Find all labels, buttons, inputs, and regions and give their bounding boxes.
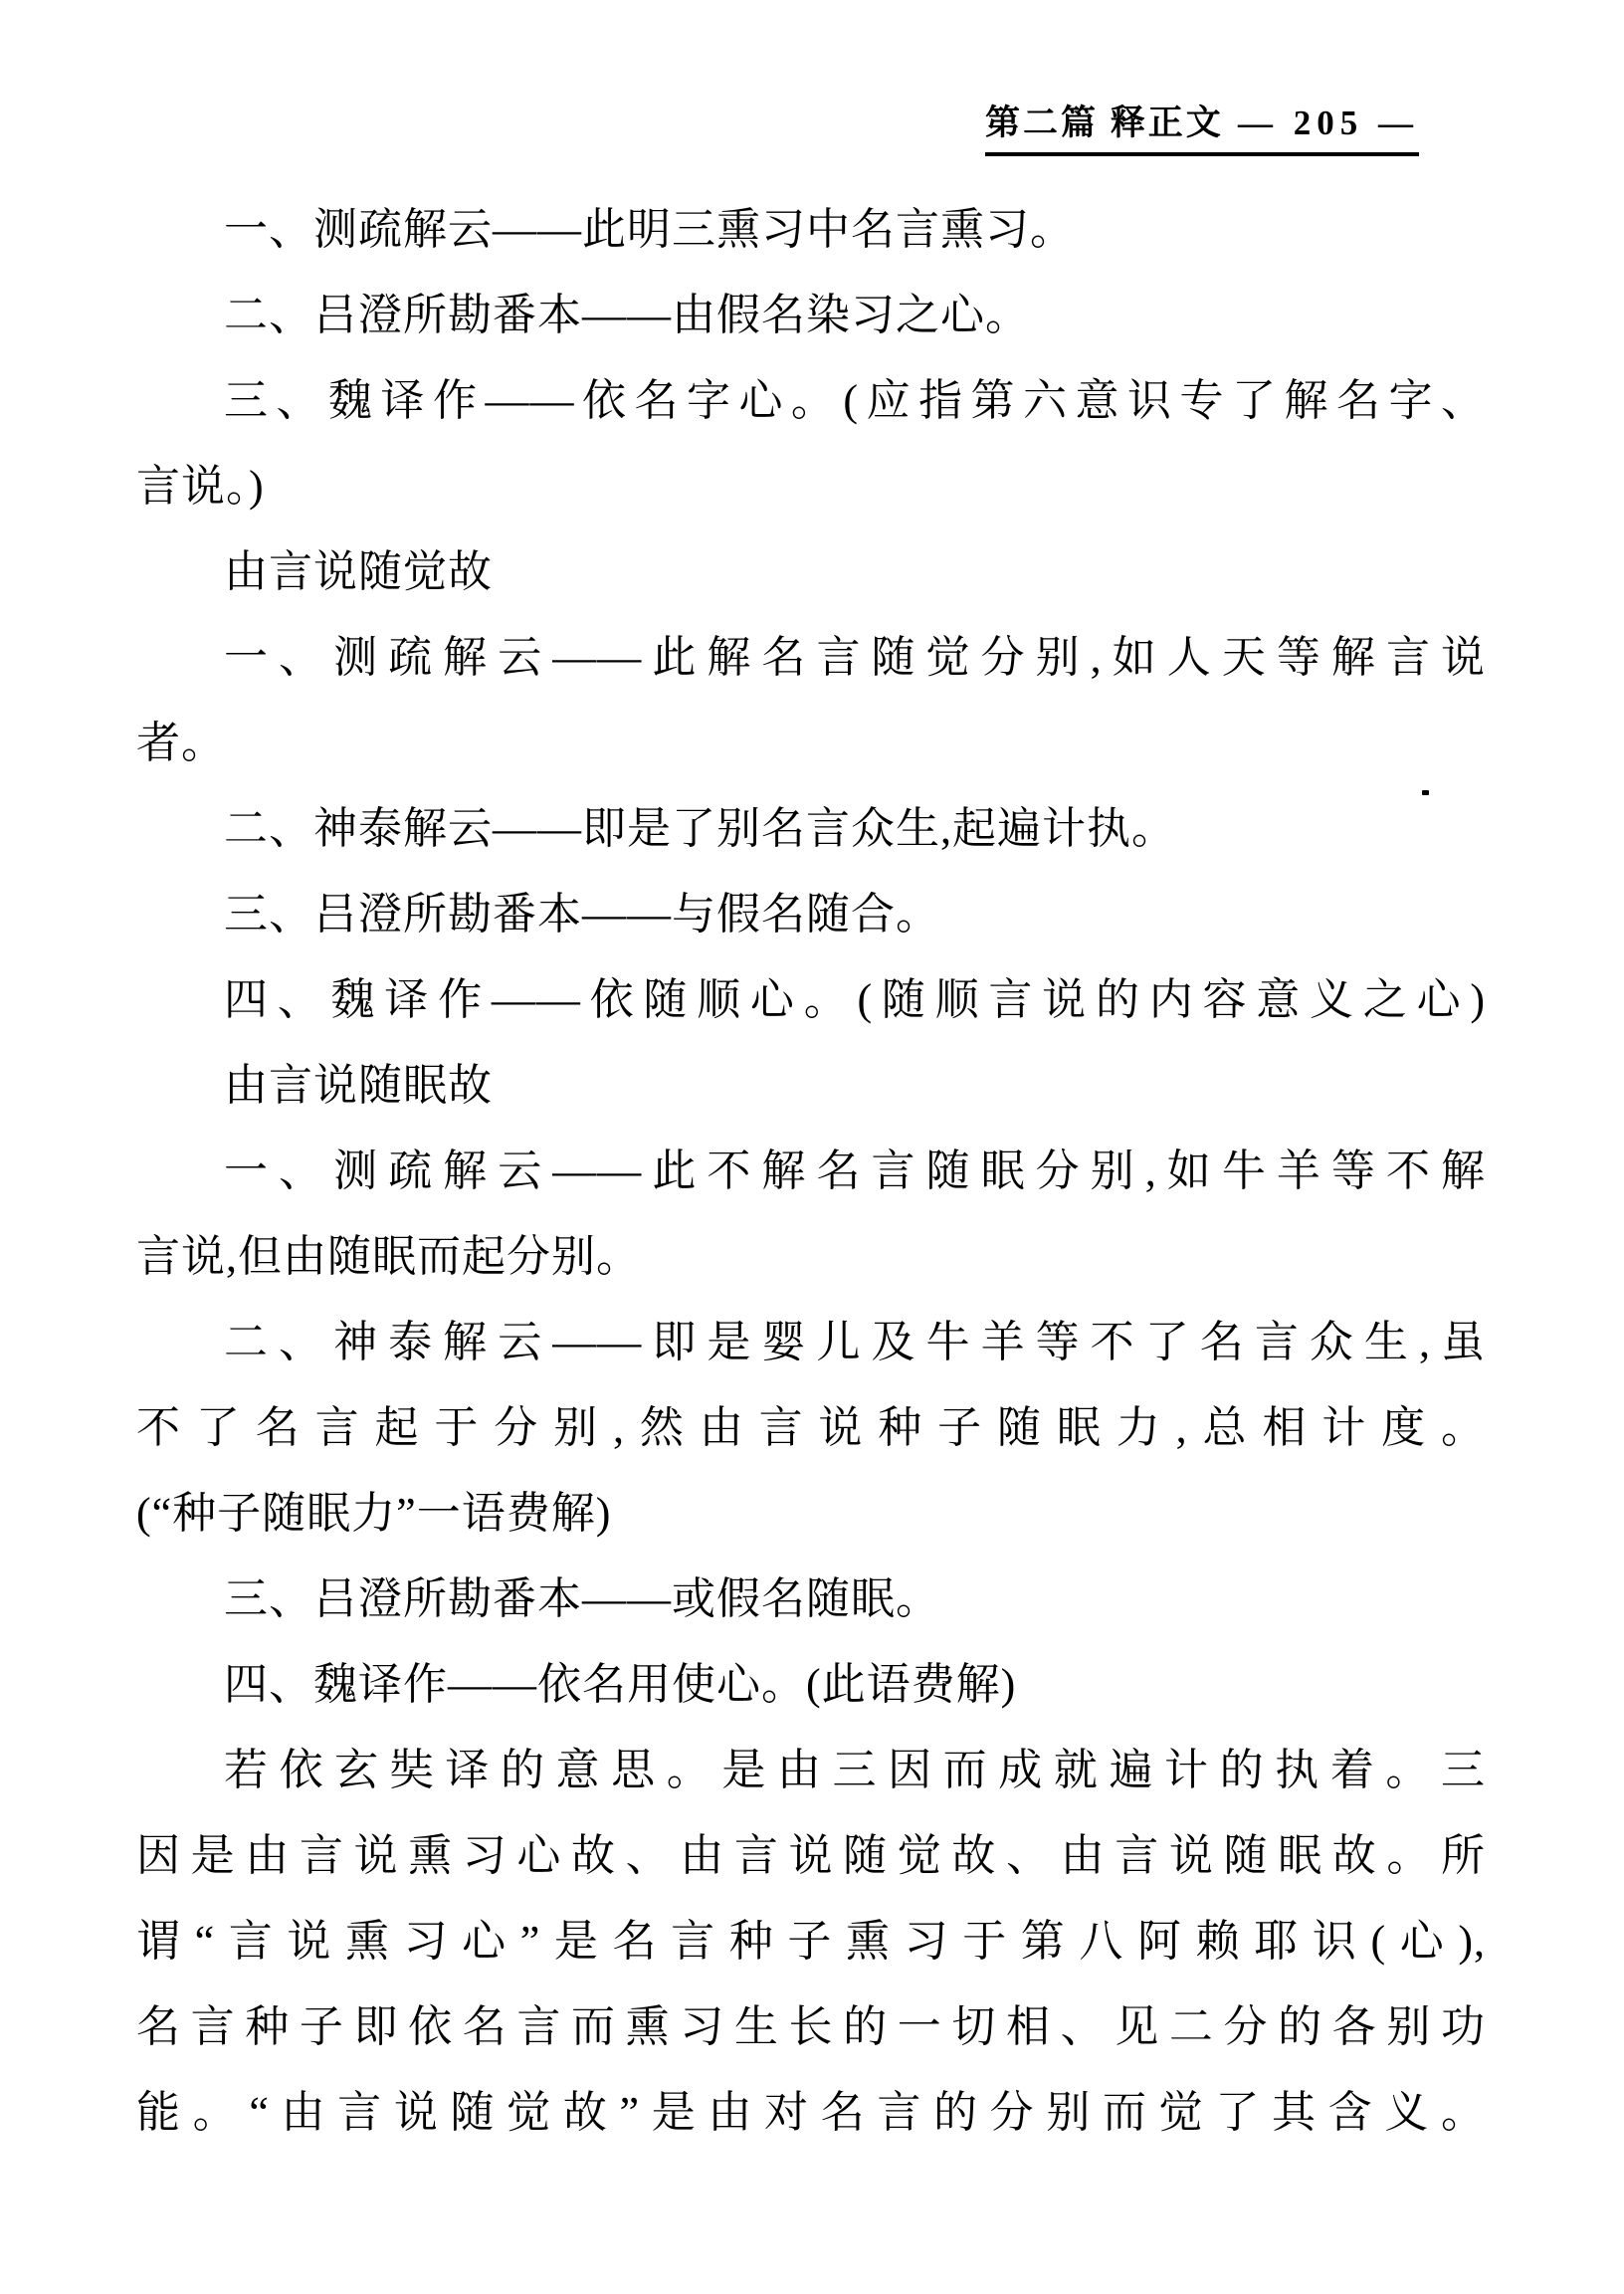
text-line: 由言说随觉故 [224, 547, 493, 596]
text-line: 四、魏译作——依名用使心。(此语费解) [224, 1660, 1017, 1709]
text-line: 三、魏译作——依名字心。(应指第六意识专了解名字、 [224, 376, 1486, 425]
page-text [136, 187, 1486, 2156]
text-line: (“种子随眠力”一语费解) [136, 1489, 612, 1538]
text-line: 因是由言说熏习心故、由言说随觉故、由言说随眠故。所 [136, 1831, 1486, 1880]
page-number: — 205 — [1238, 104, 1419, 142]
text-line: 一、测疏解云——此明三熏习中名言熏习。 [224, 205, 1075, 254]
text-line: 一、测疏解云——此解名言随觉分别,如人天等解言说 [224, 633, 1486, 682]
text-line: 二、神泰解云——即是婴儿及牛羊等不了名言众生,虽 [224, 1318, 1486, 1366]
text-line: 言说,但由随眠而起分别。 [136, 1232, 641, 1281]
section-title: 第二篇 释正文 [985, 104, 1224, 142]
text-line: 名言种子即依名言而熏习生长的一切相、见二分的各别功 [136, 2002, 1486, 2051]
text-line: 一、测疏解云——此不解名言随眠分别,如牛羊等不解 [224, 1147, 1486, 1195]
text-line: 二、神泰解云——即是了别名言众生,起遍计执。 [224, 804, 1176, 853]
text-line: 不了名言起于分别,然由言说种子随眠力,总相计度。 [136, 1403, 1486, 1452]
text-line: 三、吕澄所勘番本——或假名随眠。 [224, 1574, 940, 1623]
text-line: 若依玄奘译的意思。是由三因而成就遍计的执着。三 [224, 1746, 1486, 1794]
text-line: 由言说随眠故 [224, 1061, 493, 1110]
text-line: 言说。) [136, 462, 265, 511]
text-line: 三、吕澄所勘番本——与假名随合。 [224, 890, 940, 938]
text-line: 能。“由言说随觉故”是由对名言的分别而觉了其含义。 [136, 2088, 1486, 2137]
text-line: 四、魏译作——依随顺心。(随顺言说的内容意义之心) [224, 975, 1486, 1024]
text-line: 谓“言说熏习心”是名言种子熏习于第八阿赖耶识(心), [136, 1917, 1486, 1966]
page-header [985, 96, 1419, 156]
text-line: 二、吕澄所勘番本——由假名染习之心。 [224, 291, 1030, 339]
print-speck [1422, 790, 1429, 795]
text-line: 者。 [136, 719, 226, 767]
